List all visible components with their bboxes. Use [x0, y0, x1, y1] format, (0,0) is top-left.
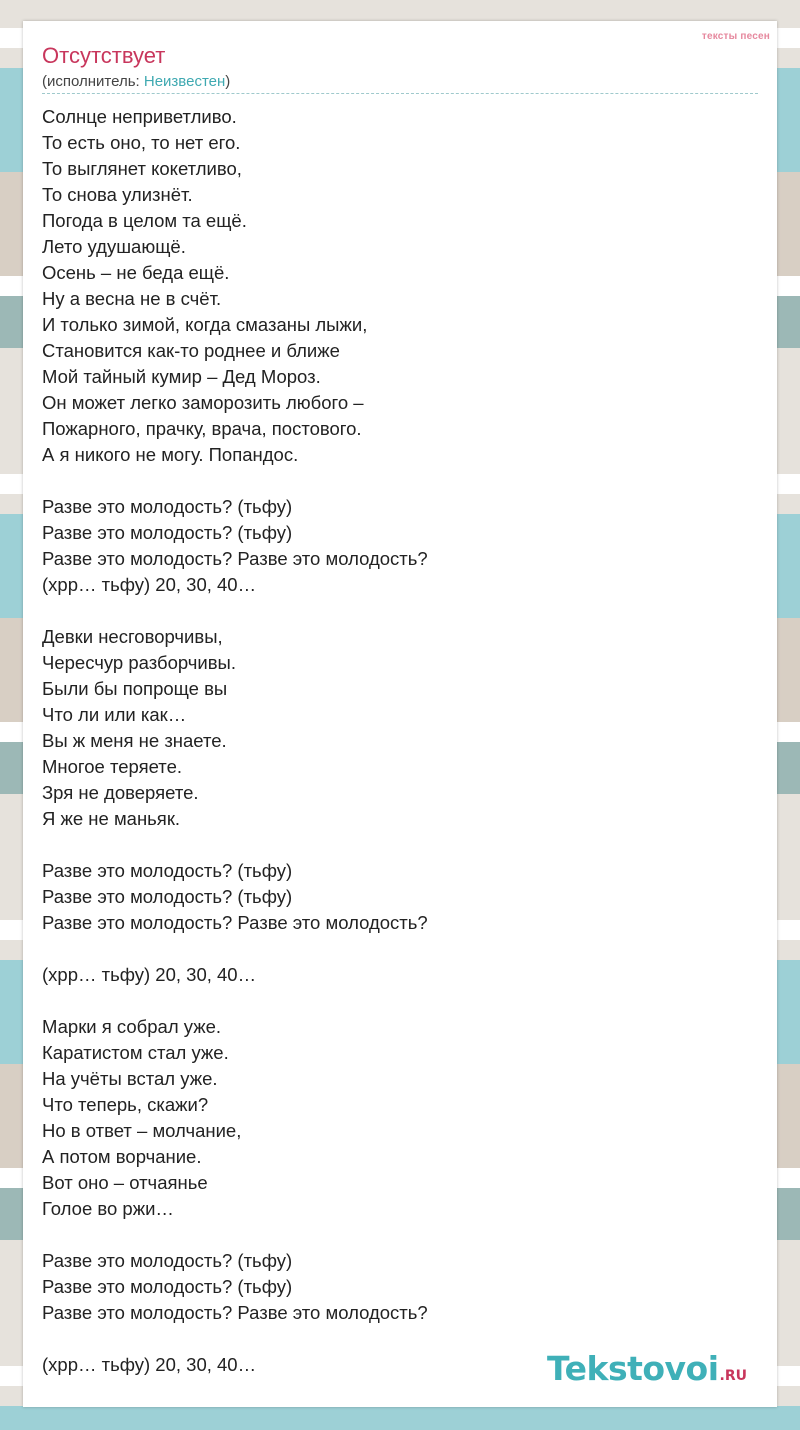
- artist-link[interactable]: Неизвестен: [143, 73, 226, 90]
- lyric-line: (хрр… тьфу) 20, 30, 40…: [42, 964, 257, 985]
- artist-suffix: ): [225, 73, 231, 90]
- logo-wordmark: Tekstovoi: [546, 1349, 719, 1388]
- lyric-line: Зря не доверяете.: [42, 782, 199, 803]
- lyric-line: Что ли или как…: [42, 704, 187, 725]
- lyric-line: Становится как-то роднее и ближе: [42, 340, 340, 361]
- blank-line: [42, 988, 742, 1014]
- lyric-line: (хрр… тьфу) 20, 30, 40…: [42, 574, 257, 595]
- lyric-line: Голое во ржи…: [42, 1198, 174, 1219]
- lyric-line: На учёты встал уже.: [42, 1068, 218, 1089]
- lyric-line: Каратистом стал уже.: [42, 1042, 229, 1063]
- lyric-line: Чересчур разборчивы.: [42, 652, 236, 673]
- logo-tagline: тексты песен: [701, 31, 770, 42]
- blank-line: [42, 1222, 742, 1248]
- lyric-line: То есть оно, то нет его.: [42, 132, 241, 153]
- lyric-line: Разве это молодость? (тьфу): [42, 886, 293, 907]
- lyrics-text: [42, 104, 742, 1378]
- lyric-line: И только зимой, когда смазаны лыжи,: [42, 314, 368, 335]
- artist-line: [42, 73, 230, 91]
- lyric-line: То снова улизнёт.: [42, 184, 193, 205]
- lyric-line: Разве это молодость? Разве это молодость?: [42, 548, 428, 569]
- lyric-line: (хрр… тьфу) 20, 30, 40…: [42, 1354, 257, 1375]
- blank-line: [42, 598, 742, 624]
- lyric-line: Девки несговорчивы,: [42, 626, 223, 647]
- lyric-line: Осень – не беда ещё.: [42, 262, 230, 283]
- lyric-line: Он может легко заморозить любого –: [42, 392, 364, 413]
- lyric-line: Были бы попроще вы: [42, 678, 228, 699]
- logo-tld: .RU: [719, 1368, 747, 1384]
- lyric-line: А я никого не могу. Попандос.: [42, 444, 299, 465]
- site-logo[interactable]: [546, 1349, 747, 1388]
- lyric-line: Мой тайный кумир – Дед Мороз.: [42, 366, 321, 387]
- lyric-line: Ну а весна не в счёт.: [42, 288, 222, 309]
- artist-prefix: (исполнитель:: [42, 73, 144, 90]
- lyric-line: А потом ворчание.: [42, 1146, 202, 1167]
- lyric-line: Разве это молодость? Разве это молодость?: [42, 1302, 428, 1323]
- lyric-line: Разве это молодость? (тьфу): [42, 522, 293, 543]
- lyric-line: Солнце неприветливо.: [42, 106, 237, 127]
- lyric-line: Вы ж меня не знаете.: [42, 730, 227, 751]
- lyric-line: Лето удушающё.: [42, 236, 186, 257]
- lyric-line: То выглянет кокетливо,: [42, 158, 242, 179]
- lyric-line: Разве это молодость? Разве это молодость?: [42, 912, 428, 933]
- lyric-line: Многое теряете.: [42, 756, 182, 777]
- lyric-line: Разве это молодость? (тьфу): [42, 496, 293, 517]
- blank-line: [42, 468, 742, 494]
- lyric-line: Марки я собрал уже.: [42, 1016, 222, 1037]
- song-title: Отсутствует: [42, 43, 166, 68]
- lyric-line: Погода в целом та ещё.: [42, 210, 247, 231]
- lyric-line: Разве это молодость? (тьфу): [42, 1250, 293, 1271]
- lyric-line: Но в ответ – молчание,: [42, 1120, 242, 1141]
- title-divider: [42, 93, 758, 94]
- lyrics-card: [23, 21, 777, 1407]
- lyric-line: Разве это молодость? (тьфу): [42, 860, 293, 881]
- blank-line: [42, 936, 742, 962]
- blank-line: [42, 832, 742, 858]
- lyric-line: Вот оно – отчаянье: [42, 1172, 208, 1193]
- lyric-line: Я же не маньяк.: [42, 808, 181, 829]
- lyric-line: Разве это молодость? (тьфу): [42, 1276, 293, 1297]
- lyric-line: Пожарного, прачку, врача, постового.: [42, 418, 362, 439]
- lyric-line: Что теперь, скажи?: [42, 1094, 209, 1115]
